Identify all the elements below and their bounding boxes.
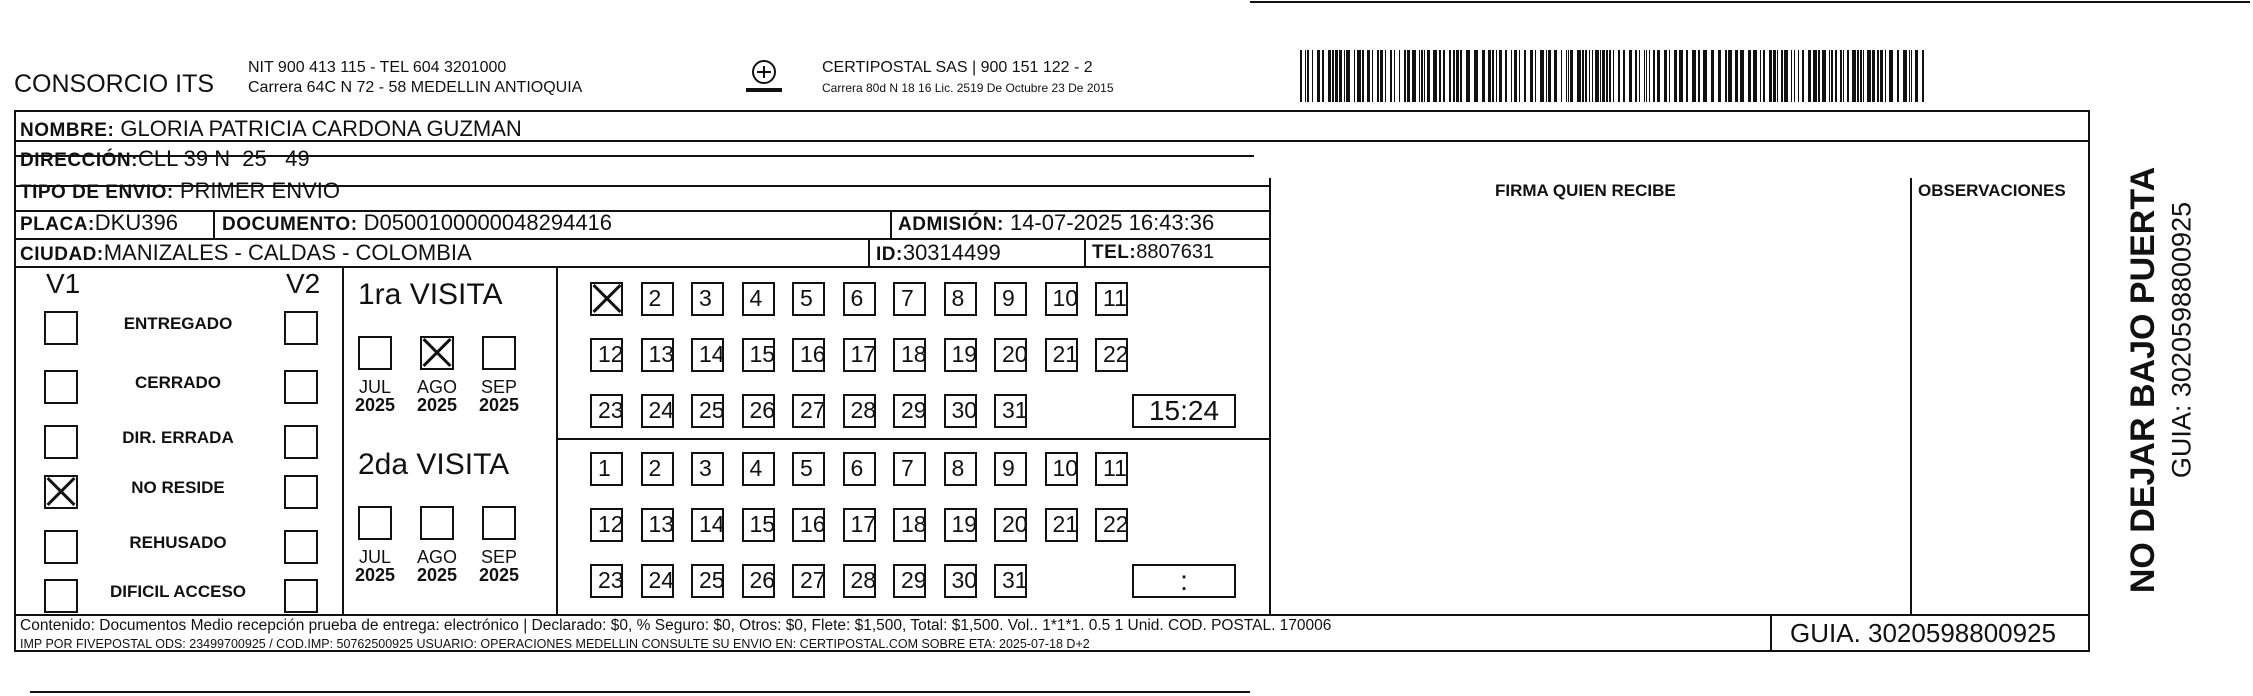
day-box[interactable]: 11 [1095,452,1128,486]
day-box[interactable]: 17 [843,508,876,542]
day-box[interactable]: 21 [1045,338,1078,372]
v2-checkbox[interactable] [284,530,318,564]
day-box[interactable]: 3 [691,452,724,486]
status-label: DIR. ERRADA [122,428,234,447]
direccion-value: CLL 39 N 25 49 [137,146,310,171]
first-visit-title: 1ra VISITA [358,278,503,311]
v1-checkbox[interactable] [44,579,78,613]
v1-checkbox[interactable] [44,370,78,404]
carrier-info-line1: CERTIPOSTAL SAS | 900 151 122 - 2 [822,59,1093,76]
day-box[interactable]: 12 [590,508,623,542]
day-box[interactable]: 21 [1045,508,1078,542]
day-box[interactable]: 31 [994,394,1027,428]
v1-checkbox[interactable] [44,530,78,564]
day-box[interactable]: 26 [742,564,775,598]
day-box[interactable]: 11 [1095,282,1128,316]
documento-value: D0500100000048294416 [363,210,613,235]
tel-label: TEL: [1092,242,1137,263]
status-label: CERRADO [135,373,221,392]
month-checkbox[interactable] [482,336,516,370]
month-label: JUL [358,547,392,567]
day-box[interactable]: 19 [944,508,977,542]
status-label: NO RESIDE [131,478,225,497]
v1-checkbox[interactable] [44,425,78,459]
month-label: SEP [480,547,518,567]
day-box[interactable]: 1 [590,452,623,486]
status-label: REHUSADO [129,533,227,552]
company-name: CONSORCIO ITS [14,70,215,98]
v1-checkbox[interactable] [44,311,78,345]
company-address: Carrera 64C N 72 - 58 MEDELLIN ANTIOQUIA [248,79,583,96]
admision-value: 14-07-2025 16:43:36 [1009,210,1215,235]
day-box[interactable]: 30 [944,394,977,428]
year-label: 2025 [354,395,396,415]
day-box[interactable]: 24 [641,564,674,598]
carrier-logo-icon [742,58,786,98]
month-checkbox[interactable] [482,506,516,540]
day-box[interactable]: 12 [590,338,623,372]
day-box[interactable]: 15 [742,338,775,372]
second-visit-title: 2da VISITA [358,448,510,481]
v1-header: V1 [46,268,81,299]
day-box[interactable]: 15 [742,508,775,542]
day-box[interactable]: 7 [893,452,926,486]
day-box[interactable]: 13 [641,508,674,542]
day-box[interactable]: 24 [641,394,674,428]
month-checkbox[interactable] [420,506,454,540]
status-label: DIFICIL ACCESO [109,582,247,601]
day-box[interactable]: 25 [691,564,724,598]
footer-content: Contenido: Documentos Medio recepción prueba de entrega: electrónico | Declarado: $0, % Seguro: $0, Otros: $0, Flete: $1,500, Total: $1,500. Vol.. 1*1*1. 0.5 1 Unid. COD. POSTAL. 170006 [20,617,1332,634]
month-label: SEP [480,377,518,397]
placa-label: PLACA: [20,214,95,235]
ciudad-value: MANIZALES - CALDAS - COLOMBIA [103,240,472,265]
v2-checkbox[interactable] [284,425,318,459]
day-box[interactable]: 5 [792,282,825,316]
year-label: 2025 [478,395,520,415]
day-box[interactable]: 18 [893,338,926,372]
day-box[interactable]: 16 [792,508,825,542]
observaciones-header: OBSERVACIONES [1918,181,2066,200]
month-label: AGO [416,377,458,397]
day-box[interactable]: 2 [641,282,674,316]
day-box[interactable]: 29 [893,394,926,428]
direccion-label: DIRECCIÓN: [20,150,138,171]
day-box[interactable]: 23 [590,394,623,428]
v2-header: V2 [286,268,321,299]
day-box[interactable]: 14 [691,508,724,542]
day-box[interactable]: 23 [590,564,623,598]
day-box[interactable]: 6 [843,282,876,316]
tipo-envio-label: TIPO DE ENVIO: [20,182,174,203]
day-box[interactable]: 3 [691,282,724,316]
day-box[interactable]: 10 [1045,452,1078,486]
day-box[interactable]: 22 [1095,338,1128,372]
company-nit: NIT 900 413 115 - TEL 604 3201000 [248,59,507,76]
carrier-info-line2: Carrera 80d N 18 16 Lic. 2519 De Octubre 23 De 2015 [822,81,1114,95]
year-label: 2025 [416,395,458,415]
month-checkbox[interactable] [420,336,454,370]
day-box[interactable]: 4 [742,282,775,316]
v2-checkbox[interactable] [284,475,318,509]
day-box[interactable]: 16 [792,338,825,372]
day-box[interactable]: 9 [994,282,1027,316]
year-label: 2025 [478,565,520,585]
status-label: ENTREGADO [123,314,233,333]
placa-value: DKU396 [94,210,178,235]
tel-value: 8807631 [1136,241,1215,263]
month-checkbox[interactable] [358,506,392,540]
day-box[interactable] [590,282,623,316]
month-label: AGO [416,547,458,567]
day-box[interactable]: 19 [944,338,977,372]
barcode [1300,50,1930,102]
id-value: 30314499 [902,240,1001,265]
day-box[interactable]: 6 [843,452,876,486]
day-box[interactable]: 25 [691,394,724,428]
day-box[interactable]: 30 [944,564,977,598]
ciudad-label: CIUDAD: [20,244,104,265]
id-label: ID: [876,244,903,265]
footer-print-info: IMP POR FIVEPOSTAL ODS: 23499700925 / COD.IMP: 50762500925 USUARIO: OPERACIONES MEDELLIN CONSULTE SU ENVIO EN: CERTIPOSTAL.COM SOBRE ETA: 2025-07-18 D+2 [20,637,1090,651]
tipo-envio-value: PRIMER ENVIO [179,178,341,203]
month-checkbox[interactable] [358,336,392,370]
day-box[interactable]: 20 [994,338,1027,372]
year-label: 2025 [416,565,458,585]
day-box[interactable]: 29 [893,564,926,598]
time-box[interactable]: : [1132,564,1236,598]
day-box[interactable]: 18 [893,508,926,542]
day-box[interactable]: 14 [691,338,724,372]
v2-checkbox[interactable] [284,579,318,613]
v1-checkbox[interactable] [44,475,78,509]
day-box[interactable]: 10 [1045,282,1078,316]
day-box[interactable]: 7 [893,282,926,316]
documento-label: DOCUMENTO: [222,214,358,235]
day-box[interactable]: 27 [792,564,825,598]
v2-checkbox[interactable] [284,370,318,404]
year-label: 2025 [354,565,396,585]
day-box[interactable]: 8 [944,282,977,316]
day-box[interactable]: 20 [994,508,1027,542]
day-box[interactable]: 4 [742,452,775,486]
day-box[interactable]: 2 [641,452,674,486]
nombre-value: GLORIA PATRICIA CARDONA GUZMAN [120,116,522,141]
side-guia: GUIA: 3020598800925 [2166,201,2197,479]
day-box[interactable]: 8 [944,452,977,486]
time-box[interactable]: 15:24 [1132,394,1236,428]
day-box[interactable]: 28 [843,564,876,598]
day-box[interactable]: 17 [843,338,876,372]
month-label: JUL [358,377,392,397]
day-box[interactable]: 31 [994,564,1027,598]
side-warning: NO DEJAR BAJO PUERTA [2124,166,2162,594]
day-box[interactable]: 28 [843,394,876,428]
day-box[interactable]: 9 [994,452,1027,486]
footer-guia: GUIA. 3020598800925 [1790,618,2056,648]
day-box[interactable]: 22 [1095,508,1128,542]
nombre-label: NOMBRE: [20,120,115,141]
day-box[interactable]: 5 [792,452,825,486]
day-box[interactable]: 27 [792,394,825,428]
day-box[interactable]: 26 [742,394,775,428]
firma-header: FIRMA QUIEN RECIBE [1495,181,1676,200]
day-box[interactable]: 13 [641,338,674,372]
admision-label: ADMISIÓN: [898,214,1004,235]
v2-checkbox[interactable] [284,311,318,345]
